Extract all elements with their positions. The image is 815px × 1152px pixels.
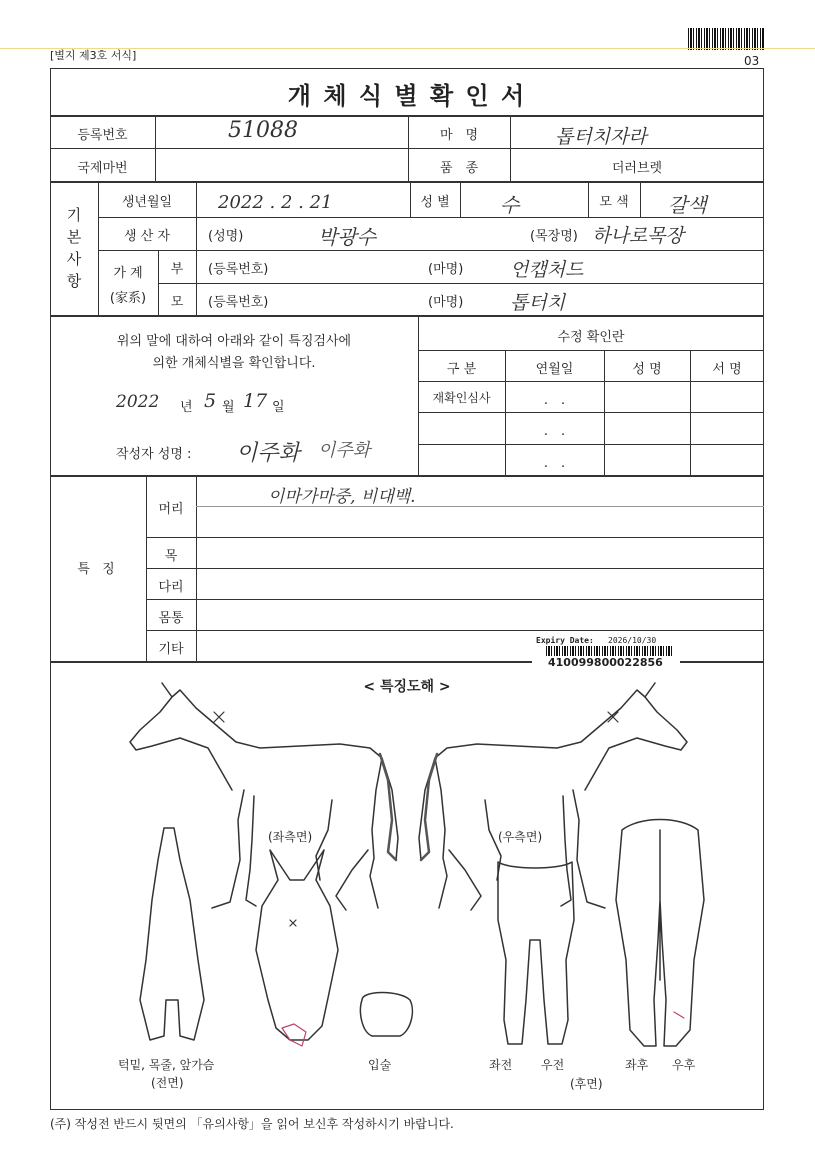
farm-value: 하나로목장: [592, 225, 684, 247]
farm-label: (목장명): [530, 229, 578, 244]
horse-name-label: 마 명: [439, 128, 479, 143]
basic-section-label: 기본사항: [66, 206, 82, 290]
feature-leg-label: 다리: [158, 580, 184, 595]
front-right-caption: 우전: [541, 1058, 565, 1072]
lineage-label: 가 계: [113, 266, 143, 281]
revision-col-name: 성 명: [632, 362, 662, 377]
revision-col-sign: 서 명: [712, 362, 742, 377]
sire-label: 부: [170, 262, 184, 277]
horse-chest-front: [140, 828, 204, 1040]
expiry-label: Expiry Date:: [536, 636, 594, 645]
right-side-caption: (우측면): [498, 830, 543, 844]
writer-value: 이주화: [236, 441, 300, 466]
sire-value: 언캡처드: [510, 259, 584, 281]
rear-view-caption: (후면): [570, 1077, 603, 1091]
feature-head-label: 머리: [158, 502, 184, 517]
horse-muzzle: [360, 993, 412, 1037]
birth-value: 2022 . 2 . 21: [218, 192, 333, 213]
front-left-caption: 좌전: [489, 1058, 513, 1072]
statement-line2: 의한 개체식별을 확인합니다.: [152, 356, 316, 371]
feature-neck-label: 목: [164, 549, 178, 564]
dam-value: 톱터치: [510, 292, 566, 314]
document-title: 개 체 식 별 확 인 서: [287, 82, 527, 110]
head-mark: [290, 920, 296, 926]
feature-body-label: 몸통: [158, 611, 184, 626]
sire-name-label: (마명): [428, 262, 464, 277]
front-view-caption: (전면): [151, 1076, 184, 1090]
revision-date-2: . .: [543, 424, 566, 439]
dam-reg-no-label: (등록번호): [208, 295, 269, 310]
muzzle-caption: 입술: [368, 1058, 392, 1072]
rear-right-caption: 우후: [672, 1058, 696, 1072]
breed-value: 더러브렛: [611, 161, 663, 176]
date-year: 2022: [116, 392, 160, 412]
reg-no-value: 51088: [228, 118, 298, 143]
revision-col-date: 연월일: [535, 362, 574, 377]
front-caption: 턱밑, 목줄, 앞가슴: [118, 1058, 215, 1072]
revision-title: 수정 확인란: [557, 330, 625, 345]
breed-label: 품 종: [439, 161, 479, 176]
revision-row-label: 재확인심사: [432, 391, 491, 405]
horse-name-value: 톱터치자라: [555, 126, 647, 148]
left-star-mark: [214, 712, 224, 722]
diagram-title: < 특징도해 >: [363, 679, 451, 695]
revision-col-category: 구 분: [446, 362, 477, 377]
intl-name-label: 국제마번: [77, 161, 128, 176]
day-label: 일: [272, 400, 285, 415]
writer-signature: 이주화: [318, 440, 371, 461]
rear-leg-marking: [674, 1012, 684, 1018]
producer-name-label: (성명): [208, 229, 244, 244]
date-month: 5: [204, 390, 217, 412]
features-section-label: 특 징: [77, 562, 119, 577]
reg-no-label: 등록번호: [77, 128, 128, 143]
expiry-value: 2026/10/30: [608, 636, 657, 645]
horse-forelegs-front: [498, 862, 574, 1044]
writer-label: 작성자 성명 :: [116, 447, 192, 462]
horse-hindlegs-rear: [616, 820, 704, 1047]
month-label: 월: [222, 400, 235, 415]
feature-other-label: 기타: [158, 642, 184, 657]
producer-name-value: 박광수: [318, 225, 376, 249]
feature-head-value: 이마가마중, 비대백.: [268, 487, 416, 507]
horse-left-side: [130, 683, 398, 910]
page-number: 03: [744, 54, 760, 68]
left-side-caption: (좌측면): [268, 830, 313, 844]
muzzle-marking: [282, 1024, 306, 1046]
statement-line1: 위의 말에 대하여 아래와 같이 특징검사에: [116, 334, 352, 349]
birth-label: 생년월일: [121, 195, 173, 210]
sire-reg-no-label: (등록번호): [208, 262, 269, 277]
footer-note: (주) 작성전 반드시 뒷면의 「유의사항」을 읽어 보신후 작성하시기 바랍니다.: [50, 1117, 454, 1131]
horse-right-side: [419, 683, 687, 910]
lineage-sub: (家系): [109, 291, 147, 306]
horse-head-front: [256, 850, 338, 1040]
date-day: 17: [243, 390, 268, 412]
color-label: 모 색: [599, 195, 629, 210]
dam-name-label: (마명): [428, 295, 464, 310]
rear-left-caption: 좌후: [625, 1058, 649, 1072]
revision-date-3: . .: [543, 456, 566, 471]
dam-label: 모: [170, 295, 184, 310]
sex-value: 수: [500, 193, 520, 217]
year-label: 년: [180, 400, 193, 415]
color-value: 갈색: [668, 193, 707, 217]
revision-date-1: . .: [543, 393, 566, 408]
sex-label: 성 별: [420, 195, 450, 210]
barcode-number: 410099800022856: [548, 656, 663, 669]
form-label: [별지 제3호 서식]: [50, 49, 137, 62]
producer-label: 생 산 자: [124, 229, 170, 244]
